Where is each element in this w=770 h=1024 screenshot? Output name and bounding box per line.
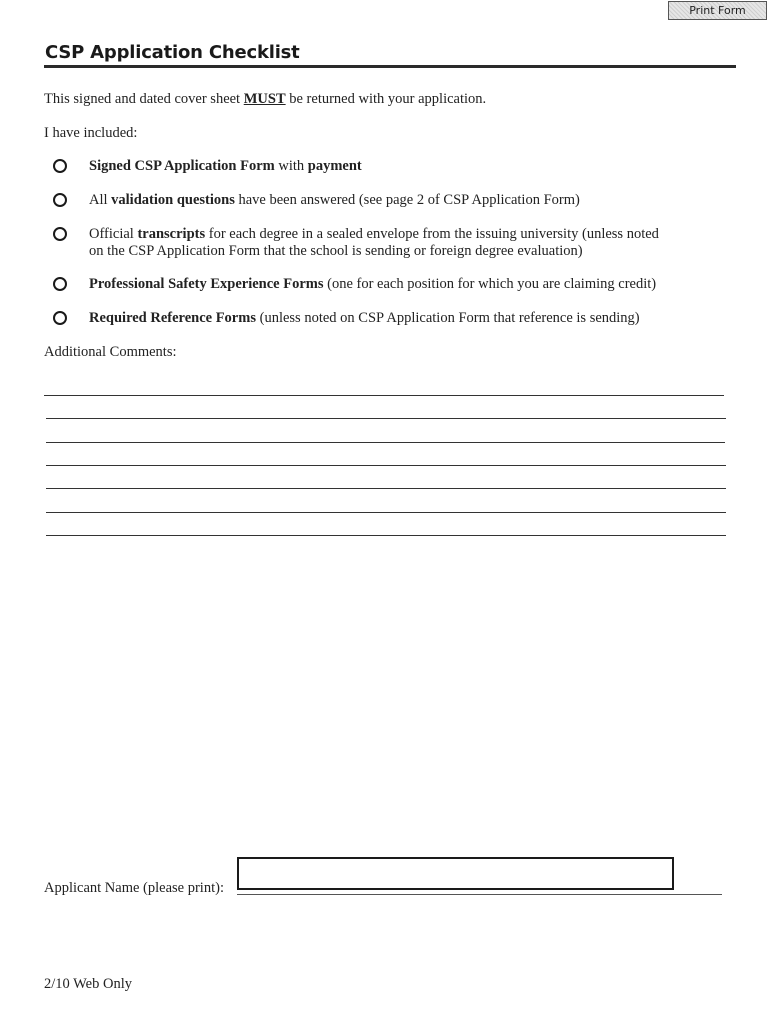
comment-line[interactable] <box>44 395 724 396</box>
included-label: I have included: <box>44 125 138 141</box>
checklist-item-label <box>89 158 362 175</box>
validation-questions-radio[interactable] <box>53 193 67 207</box>
experience-forms-radio[interactable] <box>53 277 67 291</box>
comment-line[interactable] <box>46 512 726 513</box>
item-bold-text: validation questions <box>111 192 235 208</box>
item-text: (unless noted on CSP Application Form that reference is sending) <box>255 310 640 326</box>
intro-text <box>44 91 486 108</box>
comment-line[interactable] <box>46 465 726 466</box>
item-bold-text: transcripts <box>137 226 206 242</box>
item-text: All <box>89 192 112 208</box>
checklist-item-label <box>89 226 659 260</box>
applicant-name-input[interactable] <box>237 857 674 890</box>
intro-text-end: be returned with your application. <box>285 91 487 107</box>
footer-note: 2/10 Web Only <box>44 976 132 992</box>
applicant-name-underline <box>237 894 722 895</box>
checklist-item-label <box>89 310 640 327</box>
comment-line[interactable] <box>46 442 725 443</box>
title-underline <box>44 65 736 68</box>
page-title: CSP Application Checklist <box>45 42 300 63</box>
comment-line[interactable] <box>46 418 726 419</box>
checklist-item-label <box>89 276 656 293</box>
application-form-radio[interactable] <box>53 159 67 173</box>
checklist-item-label <box>89 192 580 209</box>
comments-label: Additional Comments: <box>44 344 177 360</box>
comment-line[interactable] <box>46 535 726 536</box>
item-bold-text: payment <box>307 158 362 174</box>
transcripts-radio[interactable] <box>53 227 67 241</box>
intro-text-start: This signed and dated cover sheet <box>44 91 244 107</box>
must-emphasis: MUST <box>243 91 286 107</box>
item-text: (one for each position for which you are claiming credit) <box>323 276 657 292</box>
item-text: with <box>274 158 308 174</box>
print-form-button[interactable]: Print Form <box>668 1 767 20</box>
reference-forms-radio[interactable] <box>53 311 67 325</box>
item-bold-text: Professional Safety Experience Forms <box>89 276 324 292</box>
item-text: have been answered (see page 2 of CSP Application Form) <box>234 192 580 208</box>
item-text-line2: on the CSP Application Form that the school is sending or foreign degree evaluation) <box>89 243 583 259</box>
item-bold-text: Signed CSP Application Form <box>89 158 275 174</box>
comment-line[interactable] <box>46 488 726 489</box>
item-text: for each degree in a sealed envelope from the issuing university (unless noted <box>205 226 659 242</box>
item-bold-text: Required Reference Forms <box>89 310 256 326</box>
item-text: Official <box>89 226 138 242</box>
applicant-name-label: Applicant Name (please print): <box>44 880 224 896</box>
